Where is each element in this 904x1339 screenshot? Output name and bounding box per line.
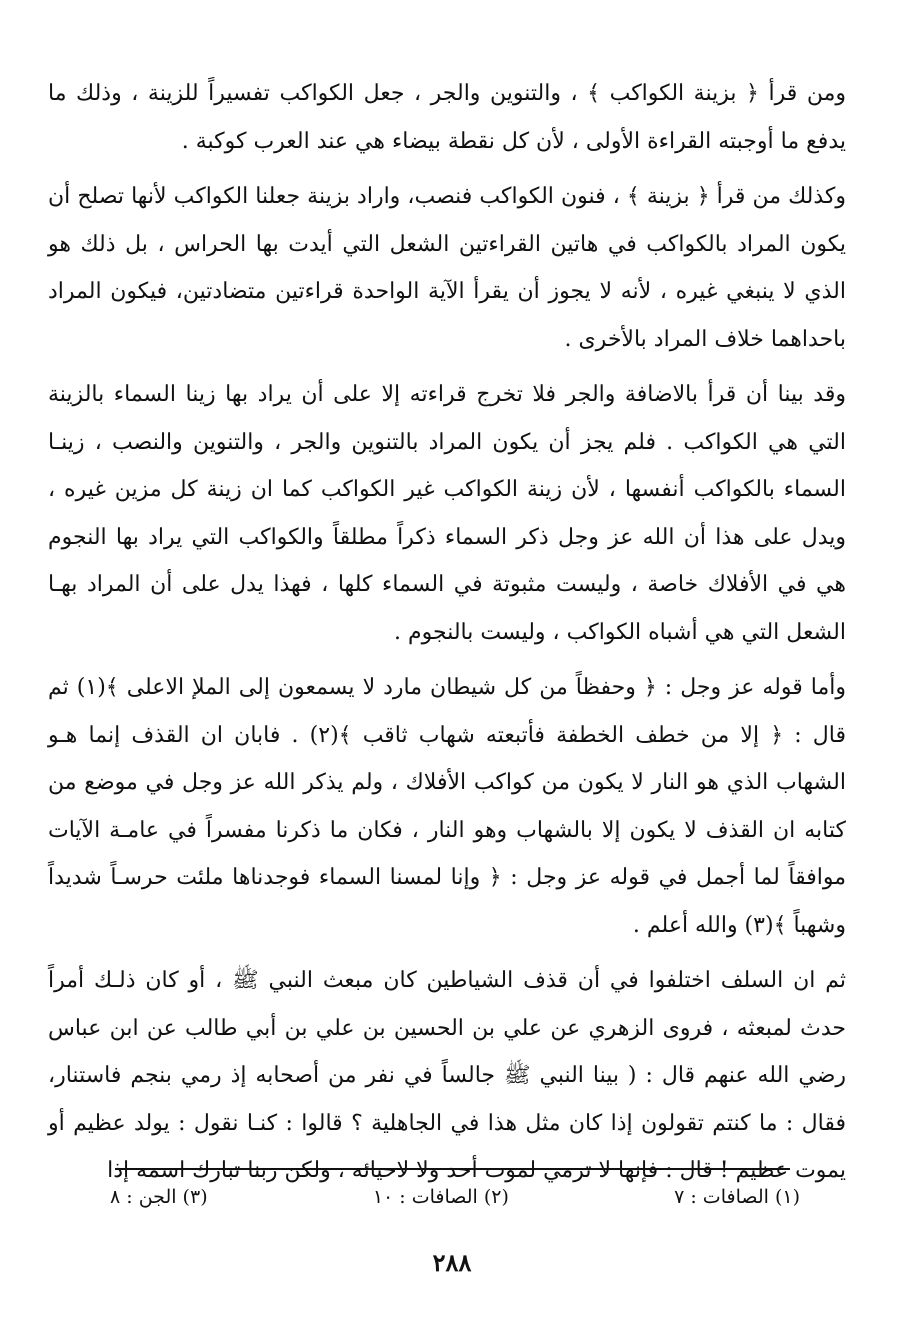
main-text xyxy=(48,70,846,1195)
footnotes xyxy=(110,1186,800,1208)
footnote-divider xyxy=(115,1168,790,1170)
paragraph: وقد بينا أن قرأ بالاضافة والجر فلا تخرج قراءته إلا على أن يراد بها زينا السماء بالزينة التي هي الكواكب . فلم يجز أن يكون المراد بالتنوين والجر ، والتنوين والنصب ، زينـا السماء بالكواكب أنفسها ، لأن زينة الكواكب غير الكواكب كما ان زينة كل مزين غيره ، ويدل على هذا أن الله عز وجل ذكر السماء ذكراً مطلقاً والكواكب التي يراد بها النجوم هي في الأفلاك خاصة ، وليست مثبوتة في السماء كلها ، فهذا يدل على أن المراد بهـا الشعل التي هي أشباه الكواكب ، وليست بالنجوم . xyxy=(48,382,846,645)
footnote-2: (٢) الصافات : ١٠ xyxy=(372,1186,509,1208)
footnote-1: (١) الصافات : ٧ xyxy=(674,1186,800,1208)
footnote-3: (٣) الجن : ٨ xyxy=(110,1186,208,1208)
paragraph: وكذلك من قرأ ﴿ بزينة ﴾ ، فنون الكواكب فنصب، واراد بزينة جعلنا الكواكب لأنها تصلح أن يكون المراد بالكواكب في هاتين القراءتين الشعل التي أيدت بها الحراس ، بل ذلك هو الذي لا ينبغي غيره ، لأنه لا يجوز أن يقرأ الآية الواحدة قراءتين متضادتين، فيكون المراد باحداهما خلاف المراد بالأخرى . xyxy=(48,184,846,352)
paragraph: ثم ان السلف اختلفوا في أن قذف الشياطين كان مبعث النبي ﷺ ، أو كان ذلـك أمراً حدث لمبعثه ، فروى الزهري عن علي بن الحسين بن علي بن أبي طالب عن ابن عباس رضي الله عنهم قال : ( بينا النبي ﷺ جالساً في نفر من أصحابه إذ رمي بنجم فاستنار، فقال : ما كنتم تقولون إذا كان مثل هذا في الجاهلية ؟ قالوا : كنـا نقول : يولد عظيم أو يموت عظيم ! قال : فإنها لا ترمي لموت أحد ولا لاحيائه ، ولكن ربنا تبارك اسمه إذا xyxy=(48,968,846,1183)
paragraph: ومن قرأ ﴿ بزينة الكواكب ﴾ ، والتنوين والجر ، جعل الكواكب تفسيراً للزينة ، وذلك ما يدفع ما أوجبته القراءة الأولى ، لأن كل نقطة بيضاء هي عند العرب كوكبة . xyxy=(48,81,846,154)
paragraph: وأما قوله عز وجل : ﴿ وحفظاً من كل شيطان مارد لا يسمعون إلى الملإ الاعلى ﴾(١) ثم قال : ﴿ إلا من خطف الخطفة فأتبعته شهاب ثاقب ﴾(٢) . فابان ان القذف إنما هـو الشهاب الذي هو النار لا يكون من كواكب الأفلاك ، ولم يذكر الله عز وجل في موضع من كتابه ان القذف لا يكون إلا بالشهاب وهو النار ، فكان ما ذكرنا مفسراً في عامـة الآيات موافقاً لما أجمل في قوله عز وجل : ﴿ وإنا لمسنا السماء فوجدناها ملئت حرسـاً شديداً وشهباً ﴾(٣) والله أعلم . xyxy=(48,675,847,938)
page-number: ٢٨٨ xyxy=(432,1248,472,1277)
